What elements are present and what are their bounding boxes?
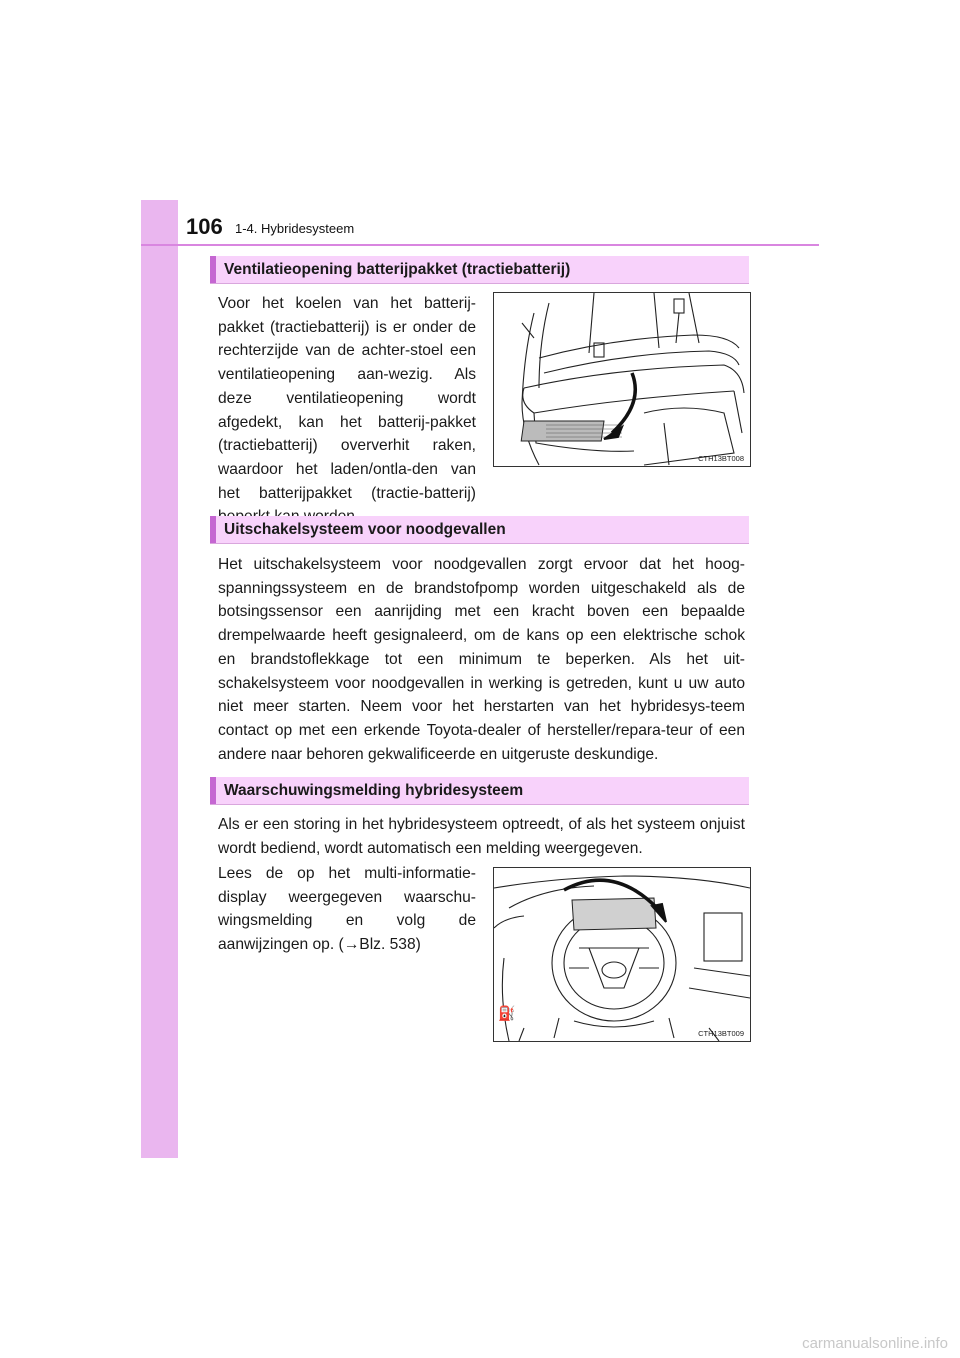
heading-stripe [210, 777, 216, 804]
warning-message-instruction: Lees de op het multi-informatie-display weergegeven waarschu-wingsmelding en volg de aanwijzingen op. (→Blz. 538) [218, 865, 476, 954]
header-divider [141, 244, 819, 246]
section-title: 1-4. Hybridesysteem [235, 221, 355, 236]
emergency-shutoff-paragraph: Het uitschakelsysteem voor noodgevallen zorgt ervoor dat het hoog-spanningssysteem en de brandstofpomp worden uitgeschakeld als de botsingssensor een aanrijding met een kracht boven een bepaalde drempelwaarde heeft gesignaleerd, om de kans op een elektrische schok en brandstoflekkage tot een minimum te beperken. Als het uit-schakelsysteem voor noodgevallen in werking is getreden, kunt u uw auto niet meer starten. Neem voor het herstarten van het hybridesys-teem contact op met een erkende Toyota-dealer of hersteller/repara-teur of een andere naar behoren gekwalificeerde en uitgeruste deskundige. [218, 556, 745, 763]
battery-vent-paragraph: Voor het koelen van het batterij-pakket (tractiebatterij) is er onder de rechterzijde van de achter-stoel een ventilatieopening aan-wezig. Als deze ventilatieopening wordt afgedekt, kan het batterij-pakket (tractiebatterij) oververhit raken, waardoor het laden/ontla-den van het batterijpakket (tractie-batterij) [218, 295, 476, 502]
section-heading-warning-message [210, 777, 749, 805]
section-heading-battery-vent [210, 256, 749, 284]
section-heading-text: Uitschakelsysteem voor noodgevallen [224, 521, 506, 538]
heading-stripe [210, 516, 216, 543]
heading-stripe [210, 256, 216, 283]
section-heading-text: Waarschuwingsmelding hybridesysteem [224, 782, 524, 799]
battery-vent-illustration [493, 292, 751, 467]
multi-info-display-illustration [493, 867, 751, 1042]
figure-code: CTH13BT008 [698, 454, 744, 463]
section-heading-emergency-shutoff [210, 516, 749, 544]
figure-code: CTH13BT009 [698, 1029, 744, 1038]
page-number: 106 [186, 214, 223, 239]
chapter-side-tab [141, 200, 178, 1158]
rear-seat-drawing [494, 293, 750, 466]
section-heading-text: Ventilatieopening batterijpakket (tractiebatterij) [224, 261, 571, 278]
steering-wheel-drawing [494, 868, 750, 1041]
watermark: carmanualsonline.info [802, 1335, 948, 1352]
svg-text:⛽: ⛽ [498, 1006, 516, 1022]
warning-message-paragraph: Als er een storing in het hybridesysteem optreedt, of als het systeem onjuist wordt bediend, wordt automatisch een melding weergegeven. [218, 816, 745, 857]
